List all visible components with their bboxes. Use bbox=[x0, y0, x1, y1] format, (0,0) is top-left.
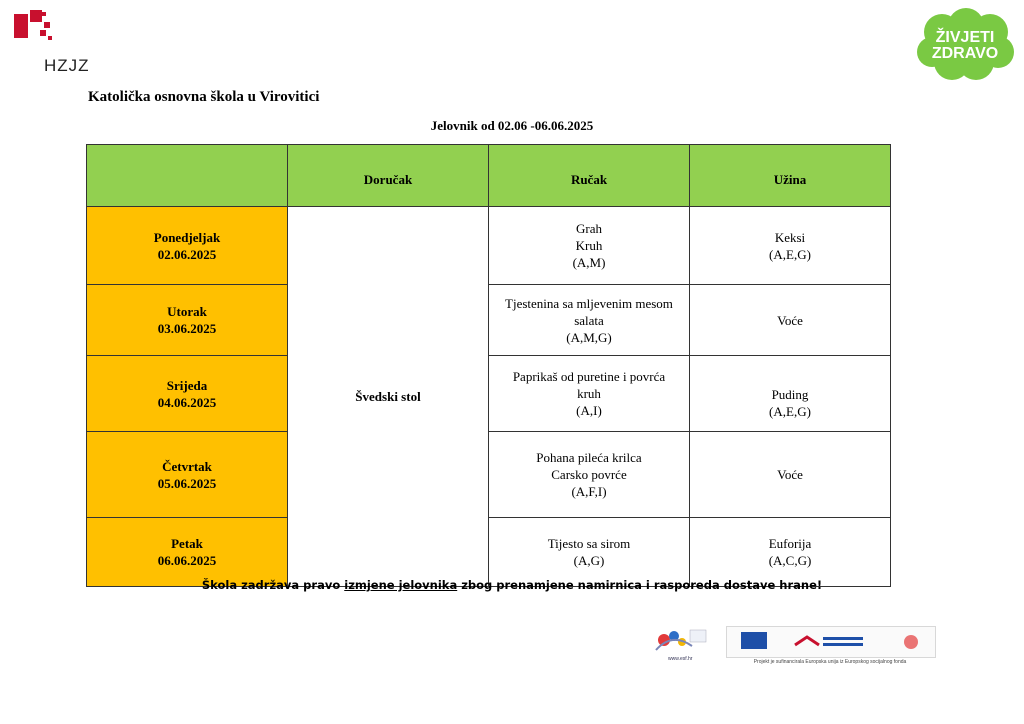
lunch-line: salata bbox=[574, 312, 604, 328]
table-row bbox=[87, 356, 891, 432]
hzjz-logo-text: HZJZ bbox=[44, 56, 90, 75]
lunch-line: Carsko povrće bbox=[551, 467, 627, 482]
lunch-line: kruh bbox=[577, 386, 601, 401]
header-snack: Užina bbox=[690, 145, 891, 207]
snack-cell bbox=[690, 356, 891, 432]
lunch-line: Tijesto sa sirom bbox=[547, 536, 631, 551]
menu-table bbox=[86, 144, 891, 587]
lunch-line: Paprikaš od puretine i povrća bbox=[512, 369, 666, 384]
zivjeti-zdravo-logo bbox=[916, 8, 1014, 82]
day-cell bbox=[87, 518, 288, 587]
day-cell bbox=[87, 432, 288, 518]
lunch-line: (A,G) bbox=[573, 553, 605, 568]
header-lunch: Ručak bbox=[489, 145, 690, 207]
lunch-line: Tjestenina sa mljevenim mesom bbox=[505, 295, 673, 311]
snack-cell bbox=[690, 432, 891, 518]
eu-flag-icon bbox=[741, 632, 767, 649]
day-cell bbox=[87, 207, 288, 285]
day-date: 03.06.2025 bbox=[157, 321, 217, 336]
header-breakfast: Doručak bbox=[288, 145, 489, 207]
snack-line: Puding bbox=[771, 386, 809, 402]
lunch-cell bbox=[489, 518, 690, 587]
snack-line: Voće bbox=[777, 312, 803, 328]
snack-line: Voće bbox=[777, 467, 803, 482]
lunch-line: (A,F,I) bbox=[571, 484, 607, 499]
lunch-line: Kruh bbox=[575, 238, 603, 253]
note-underlined-text: izmjene jelovnika bbox=[344, 578, 458, 592]
lunch-line: Pohana pileća krilca bbox=[536, 450, 642, 465]
snack-line: Euforija bbox=[768, 536, 812, 551]
day-date: 05.06.2025 bbox=[157, 475, 217, 491]
lunch-line: (A,M) bbox=[572, 255, 606, 270]
day-name: Četvrtak bbox=[162, 458, 212, 474]
day-name: Petak bbox=[171, 536, 203, 551]
day-name: Srijeda bbox=[166, 377, 208, 393]
lunch-line: (A,I) bbox=[576, 403, 602, 418]
day-date: 06.06.2025 bbox=[157, 553, 217, 568]
table-row bbox=[87, 285, 891, 356]
table-row bbox=[87, 207, 891, 285]
day-cell bbox=[87, 285, 288, 356]
zdravo-text: ZDRAVO bbox=[931, 45, 999, 62]
snack-line: Keksi bbox=[774, 229, 806, 245]
lunch-line: Grah bbox=[576, 221, 602, 236]
table-row bbox=[87, 518, 891, 587]
snack-cell bbox=[690, 285, 891, 356]
menu-title: Jelovnik od 02.06 -06.06.2025 bbox=[430, 118, 594, 133]
lunch-line: (A,M,G) bbox=[566, 329, 612, 345]
menu-change-note bbox=[0, 578, 1024, 592]
lunch-cell bbox=[489, 356, 690, 432]
day-cell bbox=[87, 356, 288, 432]
snack-line: (A,E,G) bbox=[769, 246, 811, 262]
lunch-cell bbox=[489, 207, 690, 285]
snack-line: (A,C,G) bbox=[768, 553, 812, 568]
zivjeti-text: ŽIVJETI bbox=[935, 29, 995, 46]
lunch-cell bbox=[489, 432, 690, 518]
school-name: Katolička osnovna škola u Virovitici bbox=[88, 89, 320, 105]
eu-funding-banner bbox=[726, 626, 936, 658]
header-day bbox=[87, 145, 288, 207]
snack-cell bbox=[690, 518, 891, 587]
note-text: Škola zadržava pravo bbox=[201, 578, 345, 592]
snack-line: (A,E,G) bbox=[769, 403, 811, 419]
breakfast-cell: Švedski stol bbox=[288, 207, 489, 587]
day-date: 04.06.2025 bbox=[157, 394, 217, 410]
note-text: zbog prenamjene namirnica i rasporeda dostave hrane! bbox=[457, 578, 823, 592]
day-date: 02.06.2025 bbox=[157, 246, 217, 262]
header-row bbox=[87, 145, 891, 207]
day-name: Utorak bbox=[167, 304, 207, 319]
eu-caption: Projekt je sufinancirala Europska unija iz Europskog socijalnog fonda bbox=[753, 659, 907, 665]
esf-url: www.esf.hr bbox=[668, 656, 693, 662]
snack-cell bbox=[690, 207, 891, 285]
lunch-cell bbox=[489, 285, 690, 356]
day-name: Ponedjeljak bbox=[153, 229, 221, 245]
table-row bbox=[87, 432, 891, 518]
